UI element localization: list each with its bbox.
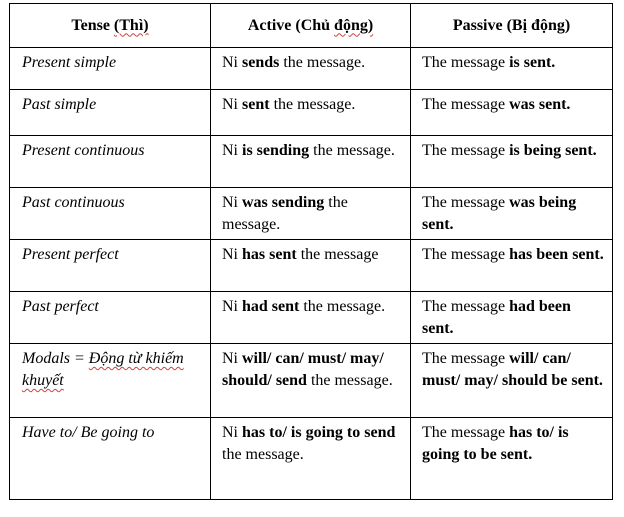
passive-cell xyxy=(411,136,613,188)
active-text: the message xyxy=(296,246,379,263)
tense-name: Past continuous xyxy=(22,194,125,211)
active-verb-text: is sending xyxy=(242,142,310,159)
table-row xyxy=(10,90,613,136)
active-text: the message. xyxy=(222,194,348,233)
passive-cell xyxy=(411,344,613,418)
active-cell xyxy=(211,292,411,344)
tense-cell xyxy=(10,188,211,240)
passive-verb-text: is sent. xyxy=(509,54,556,71)
passive-text: The message xyxy=(422,194,510,211)
active-verb-text: will/ can/ must/ may/ should/ send xyxy=(222,350,384,389)
active-text: the message. xyxy=(222,446,304,463)
active-verb-text: had sent xyxy=(242,298,300,315)
header-tense xyxy=(10,4,211,48)
tense-name: Past perfect xyxy=(22,298,99,315)
active-text: Ni xyxy=(222,298,242,315)
passive-text: The message xyxy=(422,350,510,367)
active-text: the message. xyxy=(306,372,393,389)
passive-cell xyxy=(411,418,613,500)
grammar-table xyxy=(9,3,613,500)
tense-name: Present perfect xyxy=(22,246,119,263)
active-text: the message. xyxy=(279,54,366,71)
passive-verb-text: has been sent. xyxy=(509,246,604,263)
active-text: Ni xyxy=(222,194,242,211)
passive-verb-text: was being sent. xyxy=(422,194,577,233)
header-row xyxy=(10,4,613,48)
table-body xyxy=(10,48,613,500)
active-cell xyxy=(211,136,411,188)
active-cell xyxy=(211,418,411,500)
tense-cell xyxy=(10,136,211,188)
header-tense-note: (Thì) xyxy=(113,16,149,34)
table-row xyxy=(10,418,613,500)
passive-text: The message xyxy=(422,142,510,159)
table-row xyxy=(10,188,613,240)
header-active-main: Active (Chủ xyxy=(247,16,331,34)
header-active xyxy=(211,4,411,48)
active-cell xyxy=(211,48,411,90)
tense-cell xyxy=(10,292,211,344)
passive-cell xyxy=(411,292,613,344)
active-cell xyxy=(211,188,411,240)
passive-verb-text: was sent. xyxy=(509,96,571,113)
passive-verb-text: has to/ is going to be sent. xyxy=(422,424,569,463)
tense-cell xyxy=(10,90,211,136)
table-row xyxy=(10,136,613,188)
tense-name: Present continuous xyxy=(22,142,145,159)
header-tense-main: Tense xyxy=(71,16,110,34)
active-text: Ni xyxy=(222,350,242,367)
tense-name: Modals = xyxy=(22,350,89,367)
active-text: the message. xyxy=(309,142,395,159)
active-text: Ni xyxy=(222,96,242,113)
passive-text: The message xyxy=(422,246,510,263)
active-cell xyxy=(211,344,411,418)
tense-cell xyxy=(10,48,211,90)
active-text: Ni xyxy=(222,142,242,159)
passive-text: The message xyxy=(422,96,510,113)
passive-text: The message xyxy=(422,298,510,315)
header-passive: Passive (Bị động) xyxy=(411,4,613,48)
tense-name: Have to/ Be going to xyxy=(22,424,155,441)
tense-name: Past simple xyxy=(22,96,97,113)
tense-note: Động từ khiếm khuyết xyxy=(22,350,184,389)
tense-cell xyxy=(10,418,211,500)
passive-cell xyxy=(411,90,613,136)
passive-text: The message xyxy=(422,54,510,71)
active-cell xyxy=(211,240,411,292)
passive-verb-text: had been sent. xyxy=(422,298,571,337)
active-verb-text: sends xyxy=(242,54,280,71)
table-row xyxy=(10,344,613,418)
active-text: Ni xyxy=(222,246,242,263)
passive-cell xyxy=(411,48,613,90)
passive-text: The message xyxy=(422,424,510,441)
header-active-note: động) xyxy=(334,16,374,34)
active-text: the message. xyxy=(299,298,386,315)
table-row xyxy=(10,48,613,90)
active-cell xyxy=(211,90,411,136)
active-verb-text: has sent xyxy=(242,246,297,263)
tense-cell xyxy=(10,344,211,418)
table-row xyxy=(10,240,613,292)
passive-cell xyxy=(411,188,613,240)
table-row xyxy=(10,292,613,344)
active-text: Ni xyxy=(222,424,242,441)
passive-cell xyxy=(411,240,613,292)
active-verb-text: sent xyxy=(242,96,270,113)
tense-cell xyxy=(10,240,211,292)
active-text: the message. xyxy=(269,96,356,113)
tense-name: Present simple xyxy=(22,54,117,71)
active-verb-text: was sending xyxy=(242,194,325,211)
passive-verb-text: is being sent. xyxy=(509,142,597,159)
active-verb-text: has to/ is going to send xyxy=(242,424,396,441)
passive-verb-text: will/ can/ must/ may/ should be sent. xyxy=(422,350,603,389)
active-text: Ni xyxy=(222,54,242,71)
